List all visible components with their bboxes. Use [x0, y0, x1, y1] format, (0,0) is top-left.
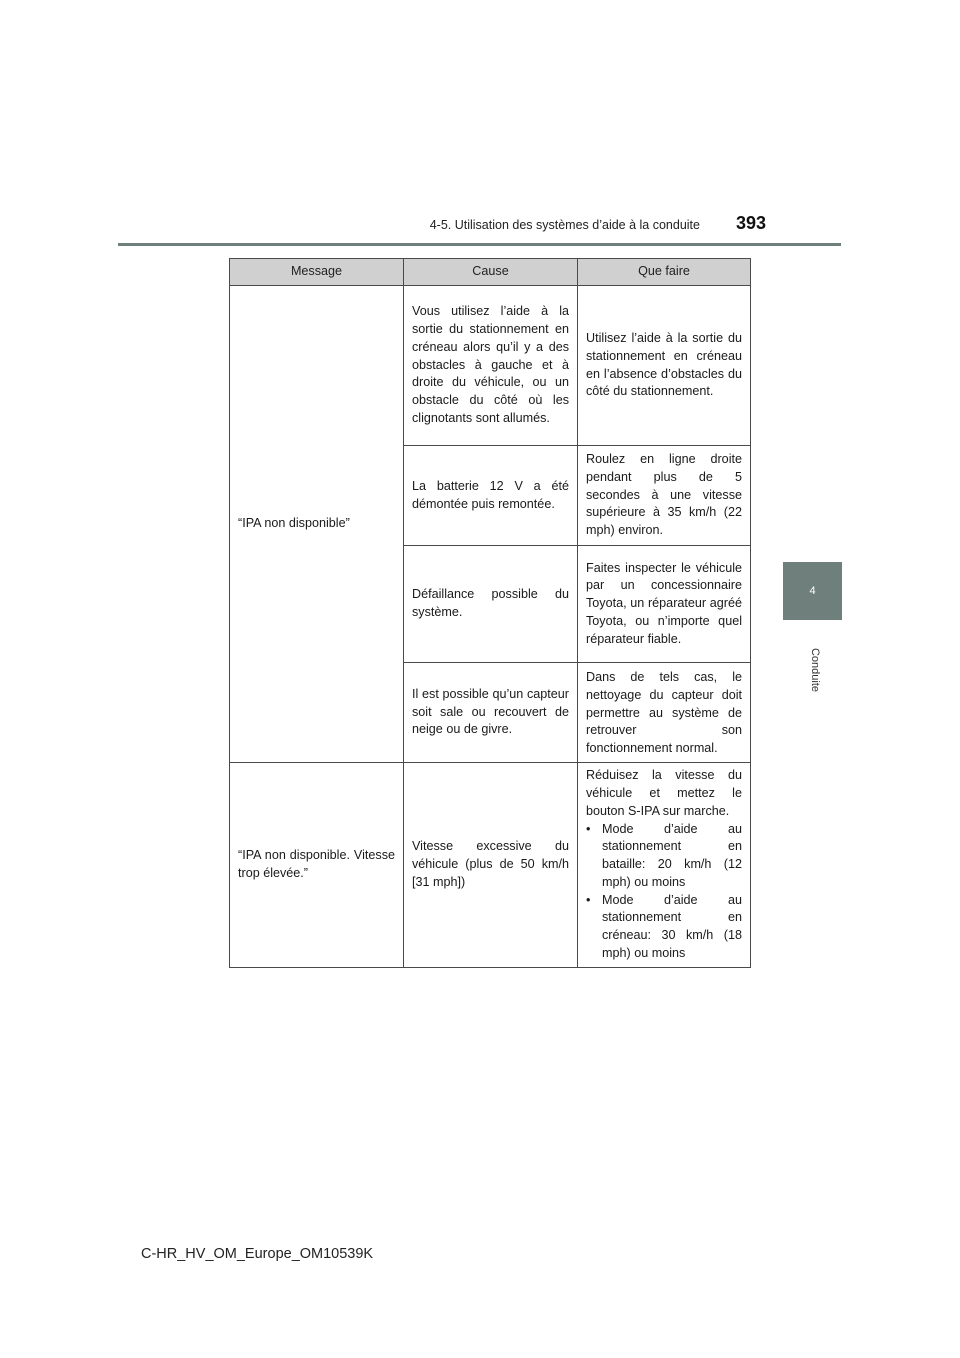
message-cell: “IPA non disponible” — [230, 286, 404, 763]
action-cell: Faites inspecter le véhicule par un concessionnaire Toyota, un réparateur agréé Toyota, ou n’importe quel réparateur fiable. — [578, 546, 751, 663]
action-cell — [578, 763, 751, 968]
bullet-text: Mode d’aide au stationnement en bataille: 20 km/h (12 mph) ou moins — [602, 821, 742, 889]
chapter-tab — [783, 562, 842, 620]
chapter-number: 4 — [809, 585, 816, 597]
column-header-action: Que faire — [578, 259, 751, 286]
action-intro: Réduisez la vitesse du véhicule et mettez le bouton S-IPA sur marche. — [586, 768, 742, 818]
column-header-message: Message — [230, 259, 404, 286]
bullet-item — [586, 892, 742, 963]
message-table — [229, 258, 751, 968]
chapter-label: Conduite — [809, 647, 821, 693]
table-header-row — [230, 259, 751, 286]
cause-cell: Il est possible qu’un capteur soit sale ou recouvert de neige ou de givre. — [404, 663, 578, 763]
message-cell: “IPA non disponible. Vitesse trop élevée.” — [230, 763, 404, 968]
action-cell: Utilisez l’aide à la sortie du stationnement en créneau en l’absence d’obstacles du côté du stationnement. — [578, 286, 751, 446]
column-header-cause: Cause — [404, 259, 578, 286]
table-row — [230, 286, 751, 446]
bullet-mark: • — [586, 892, 591, 907]
cause-cell: La batterie 12 V a été démontée puis remontée. — [404, 446, 578, 546]
section-title: 4-5. Utilisation des systèmes d’aide à la conduite — [429, 218, 700, 232]
bullet-mark: • — [586, 821, 591, 836]
cause-cell: Vous utilisez l’aide à la sortie du stationnement en créneau alors qu’il y a des obstacles à gauche et à droite du véhicule, ou un obstacle du côté où les clignotants sont allumés. — [404, 286, 578, 446]
bullet-item — [586, 821, 742, 892]
bullet-text: Mode d’aide au stationnement en créneau: 30 km/h (18 mph) ou moins — [602, 892, 742, 961]
document-code: C-HR_HV_OM_Europe_OM10539K — [141, 1246, 374, 1262]
cause-cell: Défaillance possible du système. — [404, 546, 578, 663]
action-cell: Roulez en ligne droite pendant plus de 5 secondes à une vitesse supérieure à 35 km/h (22 mph) environ. — [578, 446, 751, 546]
cause-cell: Vitesse excessive du véhicule (plus de 50 km/h [31 mph]) — [404, 763, 578, 968]
table-row — [230, 763, 751, 968]
page-number: 393 — [736, 213, 767, 233]
header-rule — [118, 243, 841, 246]
action-cell: Dans de tels cas, le nettoyage du capteur doit permettre au système de retrouver son fonctionnement normal. — [578, 663, 751, 763]
